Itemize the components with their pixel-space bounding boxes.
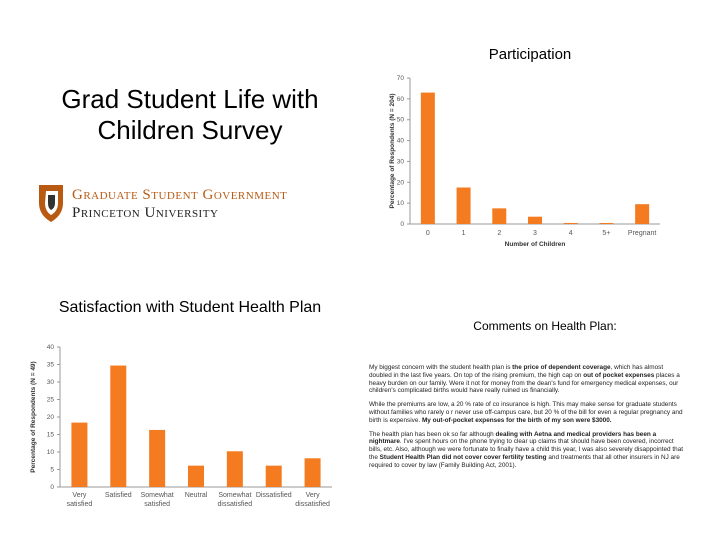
comments-block — [369, 364, 687, 476]
comment-segment: While the premiums are low, a 20 % rate of co insurance is high. This may make sense for graduate students without families who rarely o r never use off-campus care, but 20 % of the bill for even a regular pregnancy and birth is expensive. — [369, 401, 683, 424]
y-axis-label: Percentage of Respondents (N = 49) — [30, 361, 37, 473]
x-tick-label: Dissatisfied — [255, 492, 292, 499]
y-tick-label: 70 — [396, 75, 404, 82]
x-tick-label: Neutral — [184, 492, 208, 499]
bar-5 — [227, 451, 243, 487]
y-tick-label: 10 — [396, 200, 404, 208]
y-tick-label: 20 — [46, 414, 54, 421]
bar-1 — [71, 423, 87, 487]
bar-4 — [528, 217, 542, 224]
participation-chart — [374, 70, 664, 250]
y-tick-label: 60 — [396, 95, 404, 103]
x-tick-label: 0 — [425, 230, 430, 237]
x-tick-label: dissatisfied — [295, 501, 330, 508]
bar-3 — [149, 430, 165, 487]
bar-3 — [492, 208, 506, 224]
y-tick-label: 40 — [46, 344, 54, 351]
comment-3 — [369, 431, 687, 470]
bar-6 — [266, 466, 282, 487]
x-tick-label: Very — [72, 492, 87, 499]
comment-segment: My biggest concern with the student health plan is — [369, 364, 513, 371]
comment-segment: places a heavy burden on our family. Were it not for money from the dean's fund for emergency medical expenses, our children's complicated births would have really ruined us financially. — [369, 371, 680, 395]
comments-title: Comments on Health Plan: — [473, 319, 617, 333]
y-tick-label: 30 — [46, 379, 54, 386]
y-tick-label: 40 — [396, 137, 404, 145]
y-tick-label: 25 — [46, 396, 54, 404]
x-axis-label: Number of Children — [504, 241, 566, 248]
x-tick-label: Very — [305, 492, 320, 499]
satisfaction-chart — [22, 340, 347, 515]
y-tick-label: 0 — [400, 221, 404, 228]
bar-5 — [564, 223, 578, 224]
gsg-logo — [36, 183, 346, 225]
comment-1 — [369, 364, 687, 395]
x-tick-label: 5+ — [602, 230, 611, 237]
bar-1 — [421, 93, 435, 224]
bar-7 — [635, 204, 649, 224]
comment-segment: . I've spent hours on the phone trying to clear up claims that should have been covered, incorrect bills, etc. Also, although we were fortunate to finally have a child this year, I was also severely disappointed that the — [369, 438, 684, 461]
comment-2 — [369, 401, 687, 424]
y-tick-label: 35 — [46, 361, 54, 369]
comment-segment: dealing with Aetna and medical providers has been a nightmare — [369, 430, 657, 446]
x-tick-label: Somewhat — [140, 492, 174, 499]
x-tick-label: 3 — [533, 230, 537, 237]
comment-segment: out of pocket expenses — [583, 371, 655, 379]
x-tick-label: Satisfied — [104, 492, 132, 499]
y-tick-label: 20 — [396, 179, 404, 187]
y-tick-label: 5 — [50, 466, 54, 474]
x-tick-label: Somewhat — [218, 492, 252, 499]
x-tick-label: Pregnant — [627, 230, 657, 237]
page-title: Grad Student Life with Children Survey — [61, 84, 319, 145]
y-axis-label: Percentage of Respondents (N = 204) — [389, 93, 396, 209]
comment-segment: My out-of-pocket expenses for the birth of my son were $3000. — [421, 416, 612, 424]
shield-icon — [36, 183, 66, 223]
y-tick-label: 15 — [46, 431, 54, 439]
bar-2 — [110, 366, 126, 487]
comment-segment: the price of dependent coverage — [512, 364, 611, 371]
bar-7 — [305, 458, 321, 487]
logo-line-1: Graduate Student Government — [72, 187, 288, 203]
x-tick-label: 2 — [497, 230, 502, 237]
bar-4 — [188, 466, 204, 487]
x-tick-label: 4 — [568, 230, 573, 237]
y-tick-label: 10 — [46, 449, 54, 456]
bar-6 — [599, 223, 613, 224]
satisfaction-title: Satisfaction with Student Health Plan — [58, 299, 322, 316]
x-tick-label: satisfied — [66, 501, 93, 508]
participation-title: Participation — [488, 46, 572, 63]
x-tick-label: dissatisfied — [217, 501, 253, 508]
comment-segment: , which has almost doubled in the last five years. On top of the rising premium, the high cap on — [369, 364, 664, 379]
y-tick-label: 30 — [396, 158, 404, 166]
comment-segment: Student Health Plan did not cover cover fertility testing — [379, 453, 547, 461]
comment-segment: and treatments that all other insurers in NJ are required to cover by law (Family Building Act, 2001). — [369, 453, 680, 469]
y-tick-label: 0 — [50, 484, 54, 491]
x-tick-label: 1 — [461, 230, 466, 237]
y-tick-label: 50 — [396, 116, 404, 124]
comment-segment: The health plan has been ok so far although — [369, 430, 496, 438]
logo-line-2: Princeton University — [72, 205, 219, 221]
x-tick-label: satisfied — [144, 501, 170, 508]
bar-2 — [457, 188, 471, 225]
